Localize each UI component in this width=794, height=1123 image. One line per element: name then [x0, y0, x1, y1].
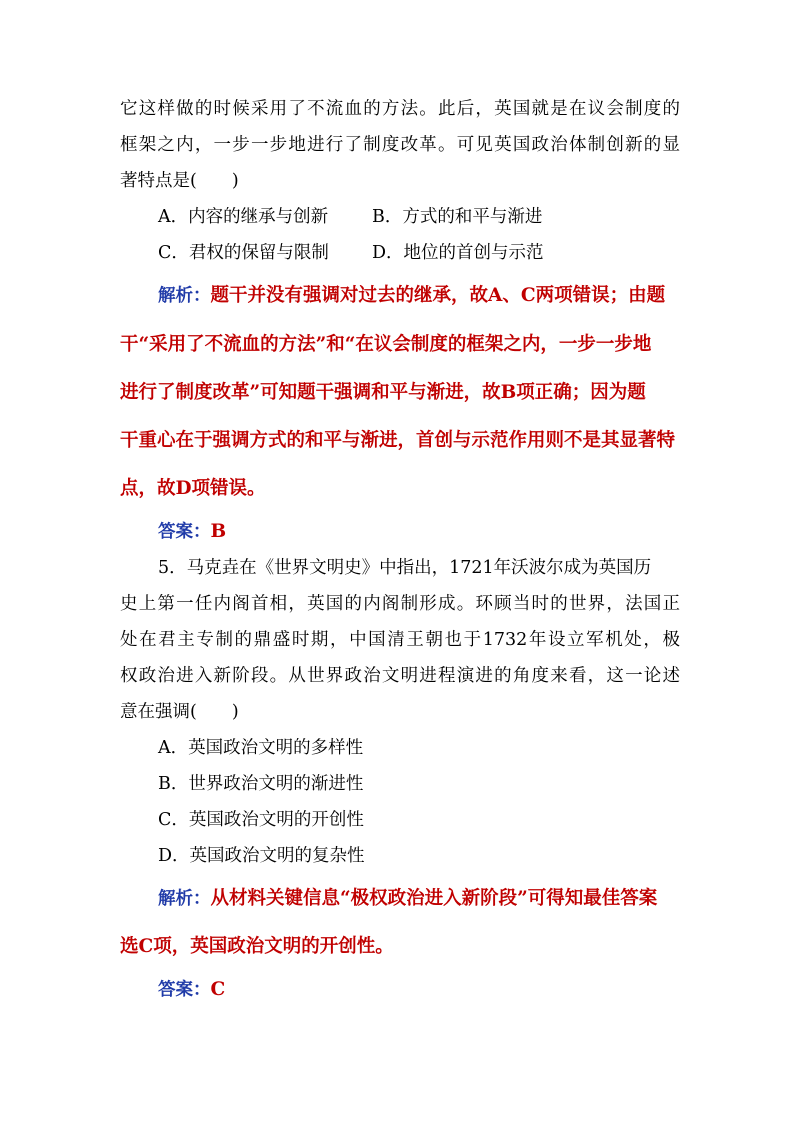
q5-analysis-line-1 [158, 887, 657, 911]
q4-answer-value: B [210, 521, 227, 542]
q5-option-b: B．世界政治文明的渐进性 [158, 774, 364, 794]
q4-stem-line-3: 著特点是( ) [120, 171, 239, 191]
q5-analysis-text-1: 从材料关键信息“极权政治进入新阶段”可得知最佳答案 [210, 888, 658, 909]
q5-answer [158, 978, 225, 1002]
q4-answer [158, 520, 226, 544]
q4-option-d-text: D．地位的首创与示范 [372, 243, 544, 263]
q5-stem-line-5: 意在强调( ) [120, 702, 239, 722]
q5-stem-line-2: 史上第一任内阁首相，英国的内阁制形成。环顾当时的世界，法国正 [120, 594, 680, 614]
q5-option-d: D．英国政治文明的复杂性 [158, 846, 365, 866]
q4-option-c [158, 241, 329, 265]
q5-analysis-label: 解析 [158, 889, 193, 909]
q4-analysis-line-2: 干“采用了不流血的方法”和“在议会制度的框架之内，一步一步地 [120, 334, 652, 355]
q4-answer-label: 答案： [158, 522, 211, 542]
q4-option-a-text: A．内容的继承与创新 [158, 207, 329, 227]
q5-analysis-colon: ： [193, 889, 211, 909]
q4-option-a [158, 205, 328, 229]
q5-stem-line-4: 权政治进入新阶段。从世界政治文明进程演进的角度来看，这一论述 [120, 666, 680, 686]
q5-analysis-line-2: 选C项，英国政治文明的开创性。 [120, 936, 394, 957]
q5-answer-label: 答案： [158, 980, 211, 1000]
q4-analysis-colon: ： [193, 286, 211, 306]
q4-option-d [372, 241, 544, 265]
q5-answer-value: C [210, 979, 226, 1000]
q4-option-c-text: C．君权的保留与限制 [158, 243, 329, 263]
q5-stem-line-1: 5．马克垚在《世界文明史》中指出，1721年沃波尔成为英国历 [158, 558, 652, 578]
q5-stem-line-3: 处在君主专制的鼎盛时期，中国清王朝也于1732年设立军机处，极 [120, 630, 680, 650]
q4-option-b-text: B．方式的和平与渐进 [372, 207, 543, 227]
q4-analysis-line-1 [158, 284, 665, 308]
q4-stem-line-1: 它这样做的时候采用了不流血的方法。此后，英国就是在议会制度的 [120, 99, 680, 119]
q4-analysis-line-4: 干重心在于强调方式的和平与渐进，首创与示范作用则不是其显著特 [120, 430, 676, 451]
q4-analysis-text-1: 题干并没有强调对过去的继承，故A、C两项错误；由题 [210, 285, 666, 306]
q4-option-b [372, 205, 542, 229]
q4-analysis-line-5: 点，故D项错误。 [120, 478, 266, 499]
q4-analysis-line-3: 进行了制度改革”可知题干强调和平与渐进，故B项正确；因为题 [120, 382, 646, 403]
q5-option-c: C．英国政治文明的开创性 [158, 810, 364, 830]
q4-analysis-label: 解析 [158, 286, 193, 306]
q5-option-a: A．英国政治文明的多样性 [158, 738, 364, 758]
q4-stem-line-2: 框架之内，一步一步地进行了制度改革。可见英国政治体制创新的显 [120, 135, 680, 155]
